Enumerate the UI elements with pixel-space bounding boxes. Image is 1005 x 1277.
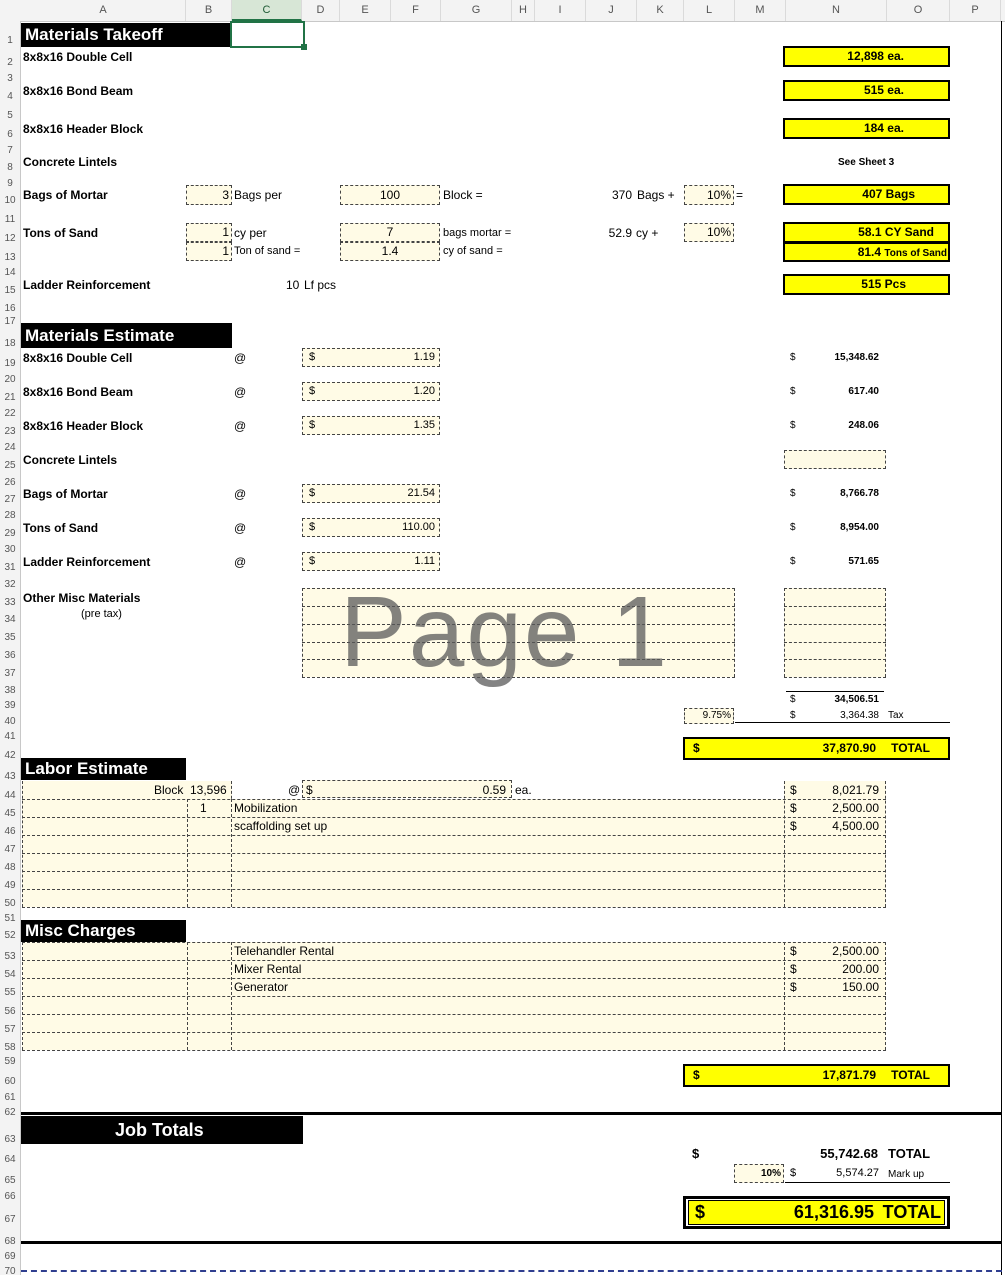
label-ladder: Ladder Reinforcement [23,278,151,292]
misc-row-line [22,942,886,943]
column-header[interactable]: A [21,0,186,21]
row-number[interactable]: 23 [4,426,16,437]
row-number[interactable]: 35 [4,632,16,643]
column-header[interactable]: I [535,0,586,21]
column-header[interactable]: B [186,0,232,21]
misc-grid-line [784,659,886,660]
row-number[interactable]: 17 [4,316,16,327]
mortar-bags-total: 370 [611,188,632,202]
misc-grid-line [784,588,886,589]
misc-row-line [22,1032,886,1033]
row-number[interactable]: 50 [4,898,16,909]
misc-grid-line [784,606,886,607]
section-header-labor: Labor Estimate [21,758,186,780]
estimate-price-input[interactable] [302,518,440,537]
estimate-item-label: Tons of Sand [23,521,99,535]
row-number[interactable]: 38 [4,685,16,696]
row-number[interactable]: 41 [4,731,16,742]
estimate-price-input[interactable] [302,484,440,503]
grand-total-label: TOTAL [882,1202,941,1222]
materials-total: 37,870.90 [822,741,876,755]
sand-bags-input[interactable]: 7 [340,223,440,242]
label-bond-beam: 8x8x16 Bond Beam [23,84,134,98]
row-number[interactable]: 43 [4,771,16,782]
column-header[interactable]: C [232,0,302,21]
misc-materials-note: (pre tax) [81,608,122,620]
labor-row-desc: Mobilization [234,801,298,815]
column-header[interactable]: G [441,0,512,21]
estimate-item-total: 248.06 [848,420,879,431]
materials-total-label: TOTAL [891,741,930,755]
sand-cy-input[interactable]: 1 [186,223,232,242]
misc-row-desc: Generator [234,980,289,994]
estimate-price: 1.19 [413,351,435,363]
misc-grid-line [784,677,886,678]
labor-row-desc: scaffolding set up [234,819,328,833]
row-number[interactable]: 11 [4,214,16,225]
markup-label: Mark up [888,1169,925,1180]
misc-row-line [22,1014,886,1015]
estimate-price-dollar: $ [309,521,316,533]
tax-dollar: $ [790,710,796,721]
row-number[interactable]: 40 [4,716,16,727]
row-number[interactable]: 66 [4,1191,16,1202]
row-number[interactable]: 33 [4,597,16,608]
misc-total: 17,871.79 [822,1068,876,1082]
mortar-block-input[interactable]: 100 [340,185,440,205]
estimate-total-dollar: $ [790,488,796,499]
row-number[interactable]: 25 [4,460,16,471]
row-number[interactable]: 59 [4,1056,16,1067]
materials-subtotal: 34,506.51 [834,694,879,705]
labor-grid-line [22,907,886,908]
misc-row-dollar: $ [790,980,797,994]
labor-block-total: 8,021.79 [832,783,879,797]
mortar-result[interactable]: 407 Bags [783,184,950,205]
row-number[interactable]: 16 [4,303,16,314]
labor-block-label: Block [154,783,184,797]
lintels-amount-input[interactable] [784,450,886,469]
column-header[interactable]: L [684,0,735,21]
row-number[interactable]: 62 [4,1107,16,1118]
column-header[interactable]: M [735,0,786,21]
row-number[interactable]: 27 [4,494,16,505]
lintels-note: See Sheet 3 [838,157,895,168]
sand-result-cy: 58.1 [858,225,882,239]
estimate-at: @ [234,351,247,365]
misc-total-dollar: $ [693,1068,700,1082]
row-number[interactable]: 13 [4,252,16,263]
tax-rule [735,722,950,723]
label-double-cell: 8x8x16 Double Cell [23,50,133,64]
sand-cy-of-sand: cy of sand = [443,245,503,257]
row-number[interactable]: 9 [7,178,13,189]
labor-unit: ea. [515,783,532,797]
estimate-item-total: 8,766.78 [840,488,879,499]
labor-row-amount: 2,500.00 [832,801,879,815]
labor-grid-line [22,871,886,872]
misc-row-amount: 200.00 [842,962,879,976]
row-number[interactable]: 18 [4,338,16,349]
sand-result-cy-unit: CY Sand [884,225,934,239]
grand-total: 61,316.95 [793,1202,874,1222]
labor-row-qty: 1 [200,801,207,815]
row-number[interactable]: 47 [4,844,16,855]
sand-cy-plus: cy + [636,226,659,240]
tax-rate-input[interactable]: 9.75% [684,708,734,724]
label-lintels: Concrete Lintels [23,155,118,169]
labor-grid-line [22,853,886,854]
labor-row-dollar: $ [790,819,797,833]
row-number[interactable]: 31 [4,562,16,573]
estimate-item-total: 617.40 [848,386,879,397]
mortar-bags-per: Bags per [234,188,283,202]
misc-row-amount: 150.00 [842,980,879,994]
estimate-at: @ [234,487,247,501]
column-header[interactable]: E [340,0,391,21]
selected-cell[interactable] [230,21,305,48]
labor-row-dollar: $ [790,801,797,815]
sand-cy-total: 52.9 [608,226,632,240]
misc-grid-line [784,624,886,625]
misc-grid-line [302,677,735,678]
row-number[interactable]: 61 [4,1092,16,1103]
column-header[interactable]: N [786,0,887,21]
job-subtotal: 55,742.68 [820,1146,878,1161]
estimate-total-dollar: $ [790,386,796,397]
row-number[interactable]: 30 [4,544,16,555]
section-header-takeoff: Materials Takeoff [21,23,230,47]
estimate-price-dollar: $ [309,555,316,567]
row-number[interactable]: 55 [4,987,16,998]
label-mortar: Bags of Mortar [23,188,108,202]
column-header[interactable]: P [950,0,1001,21]
misc-materials-amount-area[interactable] [784,588,886,677]
ladder-lf: 10 [286,278,300,292]
row-number[interactable]: 39 [4,700,16,711]
materials-total-box[interactable] [683,737,950,760]
column-header[interactable]: D [302,0,340,21]
labor-row-amount: 4,500.00 [832,819,879,833]
mortar-pct-input[interactable]: 10% [684,185,734,205]
column-header[interactable]: F [391,0,441,21]
row-number[interactable]: 32 [4,579,16,590]
row-number[interactable]: 54 [4,969,16,980]
misc-grid-line [302,606,735,607]
job-markup: 5,574.27 [836,1167,879,1179]
sand-ton-of-sand: Ton of sand = [234,245,301,257]
sand-ton-input[interactable]: 1 [186,242,232,261]
labor-grid-line [22,799,886,800]
label-misc-materials: Other Misc Materials [23,591,141,605]
estimate-total-dollar: $ [790,556,796,567]
estimate-item-label: Ladder Reinforcement [23,555,151,569]
row-number[interactable]: 68 [4,1236,16,1247]
mortar-bags-input[interactable]: 3 [186,185,232,205]
estimate-total-dollar: $ [790,522,796,533]
labor-grid-line [22,835,886,836]
estimate-price-input[interactable] [302,348,440,367]
ladder-lf-unit: Lf pcs [304,278,337,292]
row-number[interactable]: 37 [4,668,16,679]
row-number[interactable]: 4 [7,91,13,102]
markup-rule [785,1182,950,1183]
sheet-right-border [1001,21,1002,1275]
labor-grid-line [22,889,886,890]
label-header-block: 8x8x16 Header Block [23,122,144,136]
row-number[interactable]: 45 [4,808,16,819]
mortar-bags-plus: Bags + [637,188,675,202]
job-subtotal-label: TOTAL [888,1146,931,1161]
page-watermark: Page 1 [340,576,669,688]
estimate-item-label: 8x8x16 Double Cell [23,351,133,365]
row-number[interactable]: 48 [4,862,16,873]
row-number[interactable]: 67 [4,1214,16,1225]
grand-total-dollar: $ [695,1202,706,1222]
row-number[interactable]: 58 [4,1042,16,1053]
row-number[interactable]: 29 [4,528,16,539]
row-number[interactable]: 14 [4,267,16,278]
estimate-price: 1.11 [414,555,435,567]
sand-result-tons: 81.4 [857,245,882,259]
row-number[interactable]: 28 [4,510,16,521]
estimate-item-total: 571.65 [848,556,879,567]
estimate-price-input[interactable] [302,382,440,401]
estimate-price-dollar: $ [309,419,316,431]
job-subtotal-dollar: $ [692,1146,700,1161]
estimate-price: 110.00 [402,521,435,533]
labor-block-total-dollar: $ [790,783,797,797]
misc-row-desc: Telehandler Rental [234,944,335,958]
estimate-total-dollar: $ [790,420,796,431]
row-number[interactable]: 42 [4,750,16,761]
labor-block-qty: 13,596 [190,783,227,797]
estimate-price-input[interactable] [302,552,440,571]
sand-result-cy-box[interactable] [783,222,950,243]
qty-bond-beam[interactable]: 515 ea. [783,80,950,101]
row-number[interactable]: 10 [4,195,16,206]
row-number[interactable]: 6 [7,129,13,140]
row-number[interactable]: 63 [4,1134,16,1145]
misc-row-line [22,978,886,979]
row-number[interactable]: 70 [4,1266,16,1277]
row-number[interactable]: 69 [4,1251,16,1262]
column-header-bar [0,0,1005,22]
row-number[interactable]: 60 [4,1076,16,1087]
section-header-estimate: Materials Estimate [21,323,232,348]
row-header-bar [0,21,21,1275]
section-header-misc: Misc Charges [21,920,186,942]
misc-grid-line [302,588,735,589]
row-number[interactable]: 1 [7,35,13,46]
column-header[interactable]: O [887,0,950,21]
markup-dollar: $ [790,1167,797,1179]
row-number[interactable]: 21 [4,392,16,403]
row-number[interactable]: 2 [7,57,13,68]
misc-row-dollar: $ [790,944,797,958]
sand-pct-input[interactable]: 10% [684,223,734,242]
misc-row-line [22,960,886,961]
column-header[interactable]: H [512,0,535,21]
row-number[interactable]: 19 [4,358,16,369]
sand-bags-mortar: bags mortar = [443,227,512,239]
misc-grid-line [302,624,735,625]
row-number[interactable]: 7 [7,145,13,156]
job-top-rule [21,1112,1002,1115]
misc-row-line [22,1050,886,1051]
misc-row-amount: 2,500.00 [832,944,879,958]
qty-double-cell[interactable]: 12,898 ea. [783,46,950,67]
section-header-job: Job Totals [21,1116,303,1144]
estimate-item-label: Concrete Lintels [23,453,118,467]
estimate-price-input[interactable] [302,416,440,435]
estimate-price: 21.54 [407,487,435,499]
sand-result-tons-unit: Tons of Sand [884,248,947,259]
page-break-line [21,1270,1002,1272]
estimate-price: 1.20 [413,385,435,397]
row-number[interactable]: 15 [4,285,16,296]
labor-at: @ [288,783,301,797]
labor-grid-line [22,817,886,818]
labor-rate-dollar: $ [306,783,313,797]
row-number[interactable]: 3 [7,73,13,84]
labor-rate: 0.59 [482,783,506,797]
row-number[interactable]: 26 [4,477,16,488]
subtotal-dollar: $ [790,694,796,705]
column-header[interactable]: K [637,0,684,21]
row-number[interactable]: 34 [4,614,16,625]
estimate-price-dollar: $ [309,351,316,363]
materials-total-dollar: $ [693,741,700,755]
row-number[interactable]: 22 [4,408,16,419]
estimate-at: @ [234,419,247,433]
row-number[interactable]: 57 [4,1024,16,1035]
row-number[interactable]: 20 [4,374,16,385]
materials-tax: 3,364.38 [840,710,879,721]
mortar-block-eq: Block = [443,188,483,202]
row-number[interactable]: 44 [4,790,16,801]
markup-pct-input[interactable]: 10% [734,1164,784,1183]
mortar-eq: = [736,188,744,202]
row-number[interactable]: 46 [4,826,16,837]
estimate-at: @ [234,555,247,569]
misc-row-dollar: $ [790,962,797,976]
estimate-item-label: Bags of Mortar [23,487,108,501]
ladder-result[interactable]: 515 Pcs [783,274,950,295]
misc-row-line [22,996,886,997]
row-number[interactable]: 56 [4,1006,16,1017]
row-number[interactable]: 5 [7,110,13,121]
qty-header-block[interactable]: 184 ea. [783,118,950,139]
sand-ton-cy-input[interactable]: 1.4 [340,242,440,261]
estimate-price-dollar: $ [309,487,316,499]
estimate-price-dollar: $ [309,385,316,397]
row-number[interactable]: 8 [7,162,13,173]
row-number[interactable]: 24 [4,442,16,453]
row-number[interactable]: 49 [4,880,16,891]
row-number[interactable]: 36 [4,650,16,661]
estimate-price: 1.35 [413,419,435,431]
sand-result-tons-box[interactable] [783,242,950,262]
row-number[interactable]: 12 [4,233,16,244]
estimate-item-total: 8,954.00 [840,522,879,533]
estimate-at: @ [234,385,247,399]
misc-grid-line [784,642,886,643]
row-number[interactable]: 65 [4,1175,16,1186]
row-number[interactable]: 53 [4,951,16,962]
misc-total-box[interactable] [683,1064,950,1087]
misc-total-label: TOTAL [891,1068,930,1082]
misc-row-desc: Mixer Rental [234,962,302,976]
sand-cy-per: cy per [234,226,267,240]
row-number[interactable]: 51 [4,913,16,924]
misc-grid-line [302,659,735,660]
estimate-total-dollar: $ [790,352,796,363]
tax-label: Tax [888,710,904,721]
grand-total-box[interactable] [688,1200,945,1225]
subtotal-rule [786,691,884,692]
row-number[interactable]: 64 [4,1154,16,1165]
estimate-item-label: 8x8x16 Header Block [23,419,144,433]
job-bottom-rule [21,1241,1002,1244]
column-header[interactable]: J [586,0,637,21]
misc-materials-desc-area[interactable] [302,588,735,677]
label-sand: Tons of Sand [23,226,99,240]
estimate-at: @ [234,521,247,535]
row-number[interactable]: 52 [4,930,16,941]
estimate-item-label: 8x8x16 Bond Beam [23,385,134,399]
estimate-item-total: 15,348.62 [834,352,879,363]
misc-grid-line [302,642,735,643]
